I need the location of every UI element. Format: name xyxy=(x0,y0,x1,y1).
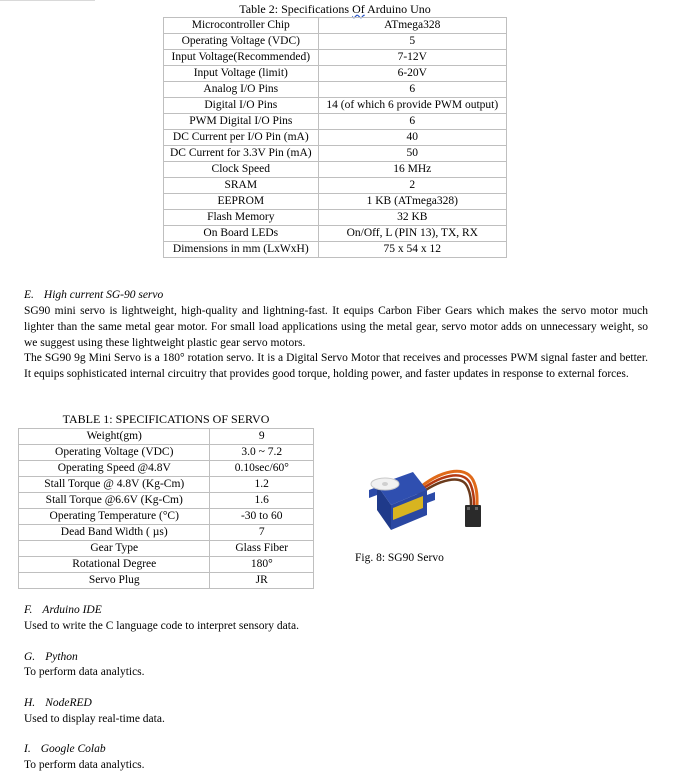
spec-value-cell: 1 KB (ATmega328) xyxy=(318,194,506,210)
spec-value-cell: On/Off, L (PIN 13), TX, RX xyxy=(318,226,506,242)
table-row xyxy=(164,194,507,210)
table-row xyxy=(19,509,314,525)
spec-label-cell: Microcontroller Chip xyxy=(164,18,319,34)
spec-label-cell: DC Current for 3.3V Pin (mA) xyxy=(164,146,319,162)
table-row xyxy=(19,493,314,509)
servo-table-caption: TABLE 1: SPECIFICATIONS OF SERVO xyxy=(62,412,270,426)
table-row xyxy=(164,242,507,258)
figure-caption: Fig. 8: SG90 Servo xyxy=(355,552,444,564)
section-h-heading xyxy=(24,697,92,709)
spec-value-cell: 0.10sec/60° xyxy=(210,461,314,477)
table-row xyxy=(19,573,314,589)
spec-label-cell: Analog I/O Pins xyxy=(164,82,319,98)
spec-value-cell: 40 xyxy=(318,130,506,146)
table-row xyxy=(19,429,314,445)
arduino-spec-table xyxy=(163,17,507,258)
spec-label-cell: EEPROM xyxy=(164,194,319,210)
spec-label-cell: Gear Type xyxy=(19,541,210,557)
servo-spec-table xyxy=(18,428,314,589)
spec-label-cell: Digital I/O Pins xyxy=(164,98,319,114)
section-g-heading xyxy=(24,651,78,663)
section-g-text: To perform data analytics. xyxy=(24,666,145,678)
section-e-paragraph-2: The SG90 9g Mini Servo is a 180° rotation servo. It is a Digital Servo Motor that receives and processes PWM signal faster and better. It equips sophisticated internal circuitry that provides good torque, holding power, and faster updates in response to external forces. xyxy=(24,352,648,380)
sg90-servo-image xyxy=(355,450,500,545)
section-h-title: NodeRED xyxy=(45,697,92,709)
table-row xyxy=(164,82,507,98)
spec-value-cell: 1.2 xyxy=(210,477,314,493)
spec-value-cell: 32 KB xyxy=(318,210,506,226)
spec-label-cell: SRAM xyxy=(164,178,319,194)
table-row xyxy=(164,162,507,178)
table-row xyxy=(164,114,507,130)
caption-of: Of xyxy=(352,2,365,16)
table-row xyxy=(164,50,507,66)
section-e-number: E. xyxy=(24,289,34,301)
header-rule xyxy=(0,0,95,1)
spec-label-cell: Stall Torque @ 4.8V (Kg-Cm) xyxy=(19,477,210,493)
spec-value-cell: -30 to 60 xyxy=(210,509,314,525)
table-row xyxy=(164,66,507,82)
spec-label-cell: Clock Speed xyxy=(164,162,319,178)
spec-value-cell: 14 (of which 6 provide PWM output) xyxy=(318,98,506,114)
table-row xyxy=(19,525,314,541)
spec-label-cell: Servo Plug xyxy=(19,573,210,589)
section-g-title: Python xyxy=(45,651,78,663)
spec-value-cell: 50 xyxy=(318,146,506,162)
section-f-number: F. xyxy=(24,604,33,616)
arduino-table-caption xyxy=(163,2,507,17)
spec-label-cell: Operating Voltage (VDC) xyxy=(19,445,210,461)
spec-value-cell: 16 MHz xyxy=(318,162,506,178)
caption-suffix: Arduino Uno xyxy=(364,2,431,16)
table-row xyxy=(19,461,314,477)
spec-value-cell: JR xyxy=(210,573,314,589)
table-row xyxy=(164,226,507,242)
spec-label-cell: Operating Speed @4.8V xyxy=(19,461,210,477)
spec-value-cell: ATmega328 xyxy=(318,18,506,34)
table-row xyxy=(19,445,314,461)
section-i-text: To perform data analytics. xyxy=(24,759,145,771)
caption-prefix: Table 2: Specifications xyxy=(239,2,353,16)
spec-label-cell: PWM Digital I/O Pins xyxy=(164,114,319,130)
table-row xyxy=(164,178,507,194)
section-i-title: Google Colab xyxy=(40,743,106,755)
spec-value-cell: 6 xyxy=(318,82,506,98)
spec-value-cell: 7-12V xyxy=(318,50,506,66)
spec-label-cell: Flash Memory xyxy=(164,210,319,226)
section-i-heading xyxy=(24,743,106,755)
section-e-paragraph-1: SG90 mini servo is lightweight, high-quality and lightning-fast. It equips Carbon Fiber Gears which makes the servo motor much lighter than the same metal gear motor. For small load applications using the metal gear, servo motor adds on unnecessary weight, so we suggest using these lightweight plastic gear servo motors. xyxy=(24,305,648,349)
section-e-title: High current SG-90 servo xyxy=(43,289,164,301)
spec-value-cell: 5 xyxy=(318,34,506,50)
spec-value-cell: Glass Fiber xyxy=(210,541,314,557)
spec-label-cell: Stall Torque @6.6V (Kg-Cm) xyxy=(19,493,210,509)
spec-value-cell: 3.0 ~ 7.2 xyxy=(210,445,314,461)
spec-value-cell: 2 xyxy=(318,178,506,194)
table-row xyxy=(164,18,507,34)
spec-label-cell: Input Voltage (limit) xyxy=(164,66,319,82)
spec-label-cell: Rotational Degree xyxy=(19,557,210,573)
table-row xyxy=(164,146,507,162)
spec-label-cell: Input Voltage(Recommended) xyxy=(164,50,319,66)
section-g-number: G. xyxy=(24,651,36,663)
table-row xyxy=(164,130,507,146)
spec-value-cell: 180° xyxy=(210,557,314,573)
spec-label-cell: Dead Band Width ( µs) xyxy=(19,525,210,541)
spec-label-cell: Operating Voltage (VDC) xyxy=(164,34,319,50)
spec-value-cell: 75 x 54 x 12 xyxy=(318,242,506,258)
table-row xyxy=(19,477,314,493)
spec-label-cell: Weight(gm) xyxy=(19,429,210,445)
table-row xyxy=(19,557,314,573)
section-h-number: H. xyxy=(24,697,36,709)
table-row xyxy=(164,210,507,226)
spec-value-cell: 7 xyxy=(210,525,314,541)
section-f-heading xyxy=(24,604,102,616)
spec-value-cell: 6-20V xyxy=(318,66,506,82)
section-e-heading xyxy=(24,289,163,301)
spec-value-cell: 1.6 xyxy=(210,493,314,509)
spec-label-cell: Dimensions in mm (LxWxH) xyxy=(164,242,319,258)
spec-label-cell: Operating Temperature (°C) xyxy=(19,509,210,525)
section-f-title: Arduino IDE xyxy=(42,604,102,616)
table-row xyxy=(164,34,507,50)
table-row xyxy=(19,541,314,557)
section-f-text: Used to write the C language code to interpret sensory data. xyxy=(24,620,299,632)
spec-value-cell: 9 xyxy=(210,429,314,445)
table-row xyxy=(164,98,507,114)
spec-label-cell: On Board LEDs xyxy=(164,226,319,242)
spec-label-cell: DC Current per I/O Pin (mA) xyxy=(164,130,319,146)
spec-value-cell: 6 xyxy=(318,114,506,130)
section-h-text: Used to display real-time data. xyxy=(24,713,165,725)
section-i-number: I. xyxy=(24,743,31,755)
